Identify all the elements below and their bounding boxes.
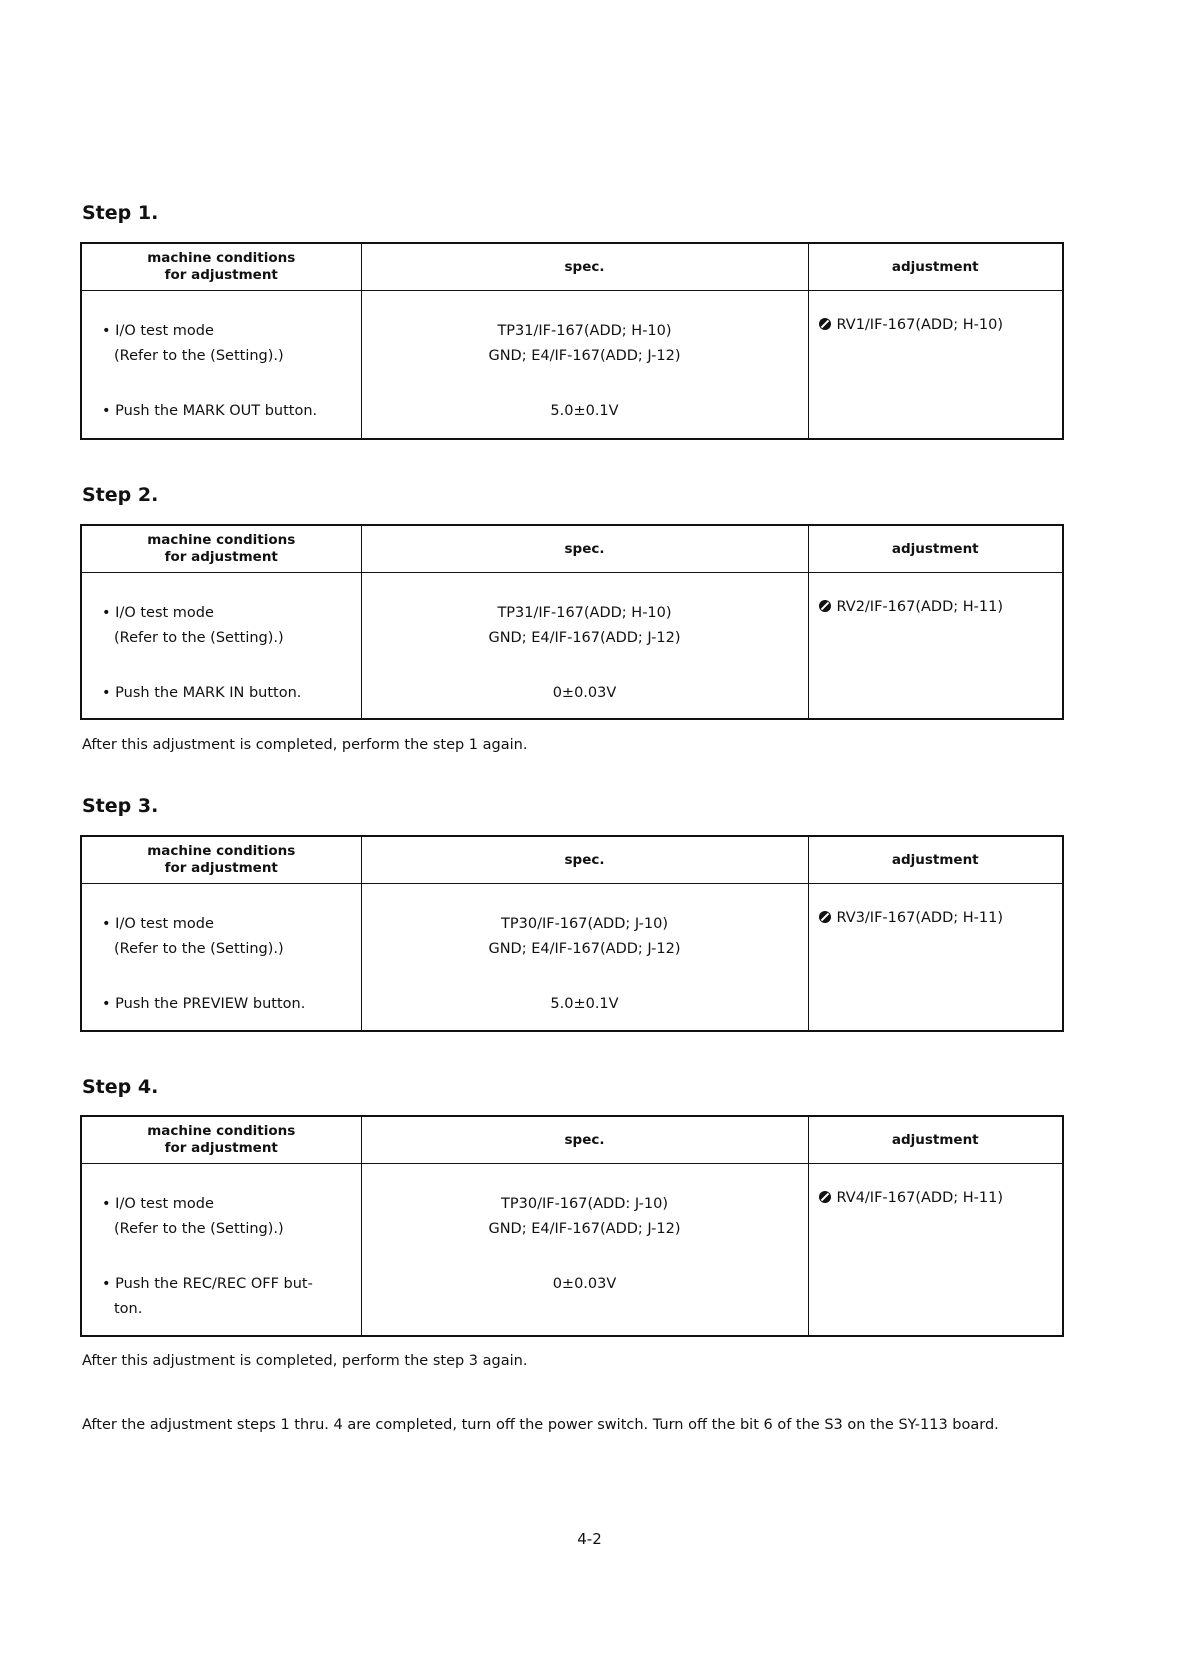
adjust-screw-icon [819, 600, 831, 612]
adjustment-target: RV1/IF-167(ADD; H-10) [836, 317, 1003, 333]
condition-item: • Push the MARK IN button. [102, 685, 302, 701]
header-text: for adjustment [164, 860, 278, 876]
header-spec: spec. [361, 243, 808, 291]
adjust-screw-icon [819, 318, 831, 330]
adjustment-cell [808, 291, 1063, 440]
spec-test-point: TP30/IF-167(ADD; J-10) [501, 916, 668, 932]
spec-test-point: TP31/IF-167(ADD; H-10) [497, 323, 672, 339]
condition-note: (Refer to the (Setting).) [114, 630, 284, 646]
adjust-screw-icon [819, 911, 831, 923]
spec-ground: GND; E4/IF-167(ADD; J-12) [488, 630, 681, 646]
condition-item: • I/O test mode [102, 1196, 214, 1212]
after-note: After this adjustment is completed, perform the step 1 again. [82, 737, 528, 753]
header-text: machine conditions [147, 250, 296, 266]
adjustment-table [80, 1115, 1064, 1337]
spec-value: 5.0±0.1V [550, 403, 619, 419]
header-text: machine conditions [147, 843, 296, 859]
header-conditions [81, 1116, 361, 1164]
header-spec: spec. [361, 836, 808, 884]
condition-item: • I/O test mode [102, 605, 214, 621]
condition-note: (Refer to the (Setting).) [114, 1221, 284, 1237]
after-note: After this adjustment is completed, perform the step 3 again. [82, 1353, 528, 1369]
header-conditions [81, 243, 361, 291]
step-title: Step 4. [82, 1076, 159, 1098]
machine-conditions [81, 884, 361, 1032]
header-text: machine conditions [147, 1123, 296, 1139]
header-conditions [81, 836, 361, 884]
condition-note: (Refer to the (Setting).) [114, 348, 284, 364]
machine-conditions [81, 291, 361, 440]
machine-conditions [81, 573, 361, 720]
header-adjustment: adjustment [808, 243, 1063, 291]
spec-ground: GND; E4/IF-167(ADD; J-12) [488, 348, 681, 364]
spec-ground: GND; E4/IF-167(ADD; J-12) [488, 941, 681, 957]
condition-item: • Push the REC/REC OFF but- [102, 1276, 313, 1292]
spec-test-point: TP30/IF-167(ADD: J-10) [501, 1196, 668, 1212]
adjustment-table [80, 835, 1064, 1032]
header-adjustment: adjustment [808, 836, 1063, 884]
header-text: for adjustment [164, 549, 278, 565]
header-text: machine conditions [147, 532, 296, 548]
machine-conditions [81, 1164, 361, 1337]
adjustment-cell [808, 1164, 1063, 1337]
adjustment-table [80, 524, 1064, 720]
adjustment-target: RV2/IF-167(ADD; H-11) [836, 599, 1003, 615]
spec-value: 0±0.03V [552, 685, 617, 701]
condition-item: • I/O test mode [102, 323, 214, 339]
step-title: Step 2. [82, 484, 159, 506]
spec-value: 5.0±0.1V [550, 996, 619, 1012]
spec-cell [361, 884, 808, 1032]
header-adjustment: adjustment [808, 1116, 1063, 1164]
spec-value: 0±0.03V [552, 1276, 617, 1292]
condition-item: • I/O test mode [102, 916, 214, 932]
header-spec: spec. [361, 525, 808, 573]
header-text: for adjustment [164, 267, 278, 283]
adjustment-target: RV4/IF-167(ADD; H-11) [836, 1190, 1003, 1206]
condition-item: • Push the PREVIEW button. [102, 996, 306, 1012]
spec-ground: GND; E4/IF-167(ADD; J-12) [488, 1221, 681, 1237]
adjustment-cell [808, 884, 1063, 1032]
spec-test-point: TP31/IF-167(ADD; H-10) [497, 605, 672, 621]
spec-cell [361, 291, 808, 440]
condition-item: • Push the MARK OUT button. [102, 403, 318, 419]
condition-item-cont: ton. [114, 1301, 143, 1317]
step-title: Step 3. [82, 795, 159, 817]
spec-cell [361, 573, 808, 720]
page-number: 4-2 [577, 1530, 602, 1548]
header-text: for adjustment [164, 1140, 278, 1156]
final-note: After the adjustment steps 1 thru. 4 are completed, turn off the power switch. Turn off the bit 6 of the S3 on the SY-113 board. [82, 1417, 999, 1433]
step-title: Step 1. [82, 202, 159, 224]
adjustment-target: RV3/IF-167(ADD; H-11) [836, 910, 1003, 926]
adjustment-cell [808, 573, 1063, 720]
adjust-screw-icon [819, 1191, 831, 1203]
spec-cell [361, 1164, 808, 1337]
header-conditions [81, 525, 361, 573]
header-adjustment: adjustment [808, 525, 1063, 573]
condition-note: (Refer to the (Setting).) [114, 941, 284, 957]
header-spec: spec. [361, 1116, 808, 1164]
adjustment-table [80, 242, 1064, 440]
